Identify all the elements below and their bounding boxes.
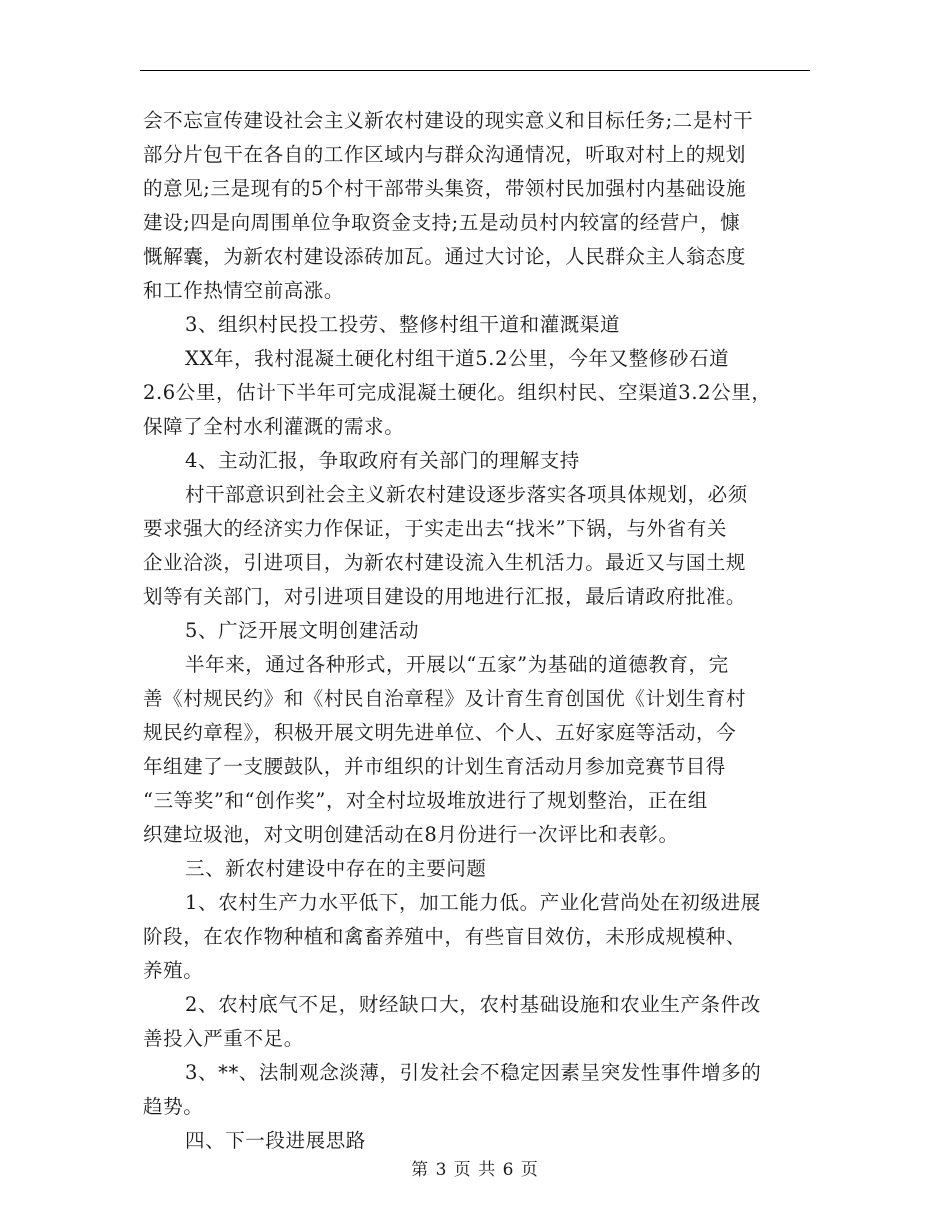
- text-line: 趋势。: [143, 1095, 204, 1118]
- text-line: 建设;四是向周围单位争取资金支持;五是动员村内较富的经营户，慷: [143, 211, 741, 234]
- text-line: 和工作热情空前高涨。: [143, 279, 345, 302]
- text-line: 要求强大的经济实力作保证，于实走出去“找米”下锅，与外省有关: [143, 517, 727, 540]
- text-line: 善《村规民约》和《村民自治章程》及计育生育创国优《计划生育村: [143, 687, 747, 710]
- text-line: 保障了全村水利灌溉的需求。: [143, 415, 405, 438]
- text-line: 四、下一段进展思路: [185, 1129, 366, 1152]
- text-line: 部分片包干在各自的工作区域内与群众沟通情况，听取对村上的规划: [143, 143, 747, 166]
- header-rule: [140, 70, 810, 71]
- text-line: 2、农村底气不足，财经缺口大，农村基础设施和农业生产条件改: [185, 993, 761, 1016]
- text-line: 会不忘宣传建设社会主义新农村建设的现实意义和目标任务;二是村干: [143, 109, 754, 132]
- text-line: 4、主动汇报，争取政府有关部门的理解支持: [185, 449, 580, 472]
- text-line: 划等有关部门，对引进项目建设的用地进行汇报，最后请政府批准。: [143, 585, 747, 608]
- text-line: 善投入严重不足。: [143, 1027, 304, 1050]
- text-line: 村干部意识到社会主义新农村建设逐步落实各项具体规划，必须: [185, 483, 748, 506]
- text-line: 的意见;三是现有的5个村干部带头集资，带领村民加强村内基础设施: [143, 177, 747, 200]
- text-line: 养殖。: [143, 959, 204, 982]
- text-line: 规民约章程》，积极开展文明先进单位、个人、五好家庭等活动，今: [143, 721, 737, 744]
- page-footer: 第 3 页 共 6 页: [411, 1160, 539, 1180]
- text-line: 5、广泛开展文明创建活动: [185, 619, 420, 642]
- text-line: 三、新农村建设中存在的主要问题: [185, 857, 487, 880]
- text-line: “三等奖”和“创作奖”，对全村垃圾堆放进行了规划整治，正在组: [143, 789, 708, 812]
- text-line: 慨解囊，为新农村建设添砖加瓦。通过大讨论，人民群众主人翁态度: [143, 245, 747, 268]
- text-line: 年组建了一支腰鼓队，并市组织的计划生育活动月参加竞赛节目得: [143, 755, 726, 778]
- text-line: 织建垃圾池，对文明创建活动在8月份进行一次评比和表彰。: [143, 823, 679, 846]
- text-line: 1、农村生产力水平低下，加工能力低。产业化营尚处在初级进展: [185, 891, 761, 914]
- text-line: 阶段，在农作物种植和禽畜养殖中，有些盲目效仿，未形成规模种、: [143, 925, 747, 948]
- text-line: 3、组织村民投工投劳、整修村组干道和灌溉渠道: [185, 313, 621, 336]
- text-line: 半年来，通过各种形式，开展以“五家”为基础的道德教育，完: [185, 653, 729, 676]
- body-text: [143, 104, 808, 1158]
- text-line: 企业洽淡，引进项目，为新农村建设流入生机活力。最近又与国土规: [143, 551, 747, 574]
- text-line: XX年，我村混凝土硬化村组干道5.2公里，今年又整修砂石道: [185, 347, 730, 370]
- text-line: 3、**、法制观念淡薄，引发社会不稳定因素呈突发性事件增多的: [185, 1061, 762, 1084]
- text-line: 2.6公里，估计下半年可完成混凝土硬化。组织村民、空渠道3.2公里，: [143, 381, 772, 404]
